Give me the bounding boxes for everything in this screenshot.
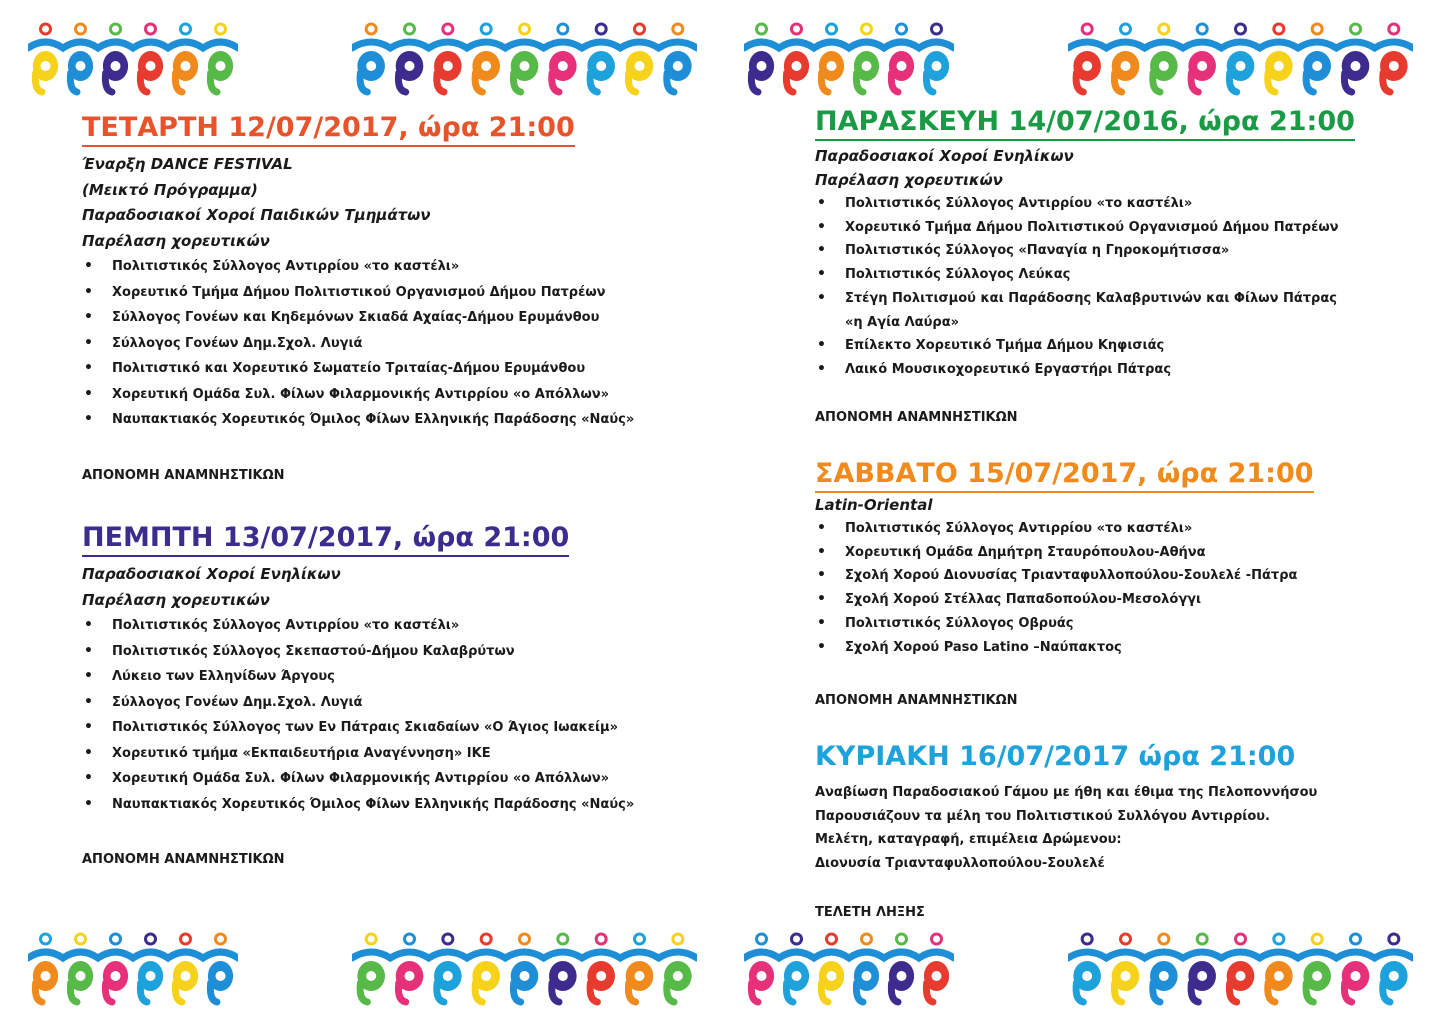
list-item xyxy=(815,263,1415,287)
dancing-figures-icon xyxy=(1068,928,1413,1008)
list-item xyxy=(82,690,702,716)
bullet-icon: • xyxy=(84,385,93,402)
list-item xyxy=(82,715,702,741)
group-name: Πολιτιστικό και Χορευτικό Σωματείο Τριταίας-Δήμου Ερυμάνθου xyxy=(112,361,586,376)
list-item xyxy=(82,356,702,382)
list-item xyxy=(815,564,1415,588)
group-name: Χορευτική Ομάδα Συλ. Φίλων Φιλαρμονικής Αντιρρίου «ο Απόλλων» xyxy=(112,771,610,786)
dancing-figures-icon xyxy=(352,928,697,1008)
list-item xyxy=(82,382,702,408)
intro-line: Latin-Oriental xyxy=(815,496,933,514)
group-name: Πολιτιστικός Σύλλογος «Παναγία η Γηροκομήτισσα» xyxy=(845,243,1230,259)
dancing-figures-icon xyxy=(744,928,954,1008)
list-item xyxy=(82,639,702,665)
bullet-icon: • xyxy=(84,642,93,659)
saturday-section xyxy=(815,458,1415,659)
bullet-icon: • xyxy=(817,360,826,377)
bullet-icon: • xyxy=(817,543,826,560)
bullet-icon: • xyxy=(84,283,93,300)
thursday-title: ΠΕΜΠΤΗ 13/07/2017, ώρα 21:00 xyxy=(82,522,569,557)
bullet-icon: • xyxy=(817,614,826,631)
description-line: Μελέτη, καταγραφή, επιμέλεια Δρώμενου: xyxy=(815,832,1122,847)
description-line: Διονυσία Τριανταφυλλοπούλου-Σουλελέ xyxy=(815,855,1105,871)
group-name: Σύλλογος Γονέων και Κηδεμόνων Σκιαδά Αχαίας-Δήμου Ερυμάνθου xyxy=(112,310,600,325)
list-item xyxy=(82,613,702,639)
list-item xyxy=(815,636,1415,660)
bullet-icon: • xyxy=(84,309,93,325)
top-decoration-band xyxy=(0,18,1440,98)
bullet-icon: • xyxy=(84,795,93,812)
friday-section xyxy=(815,106,1415,382)
intro-line: Παρέλαση χορευτικών xyxy=(82,231,270,250)
group-name: Πολιτιστικός Σύλλογος Αντιρρίου «το καστέλι» xyxy=(845,196,1193,211)
intro-line: (Μεικτό Πρόγραμμα) xyxy=(82,180,258,199)
list-item xyxy=(82,792,702,818)
bullet-icon: • xyxy=(84,258,93,274)
group-name: Ναυπακτιακός Χορευτικός Όμιλος Φίλων Ελληνικής Παράδοσης «Ναύς» xyxy=(112,796,635,812)
group-name: Χορευτικό Τμήμα Δήμου Πολιτιστικού Οργανισμού Δήμου Πατρέων xyxy=(112,284,606,300)
group-name: Σχολή Χορού Διονυσίας Τριανταφυλλοπούλου-Σουλελέ -Πάτρα xyxy=(845,568,1298,584)
friday-title: ΠΑΡΑΣΚΕΥΗ 14/07/2016, ώρα 21:00 xyxy=(815,106,1355,141)
closing-ceremony: ΤΕΛΕΤΗ ΛΗΞΗΣ xyxy=(815,905,925,920)
list-item xyxy=(815,541,1415,565)
group-name: Χορευτική Ομάδα Δημήτρη Σταυρόπουλου-Αθήνα xyxy=(845,544,1206,560)
thursday-intro xyxy=(82,562,702,613)
list-item xyxy=(82,407,702,433)
bullet-icon: • xyxy=(84,360,93,376)
thursday-award: ΑΠΟΝΟΜΗ ΑΝΑΜΝΗΣΤΙΚΩΝ xyxy=(82,852,285,867)
bullet-icon: • xyxy=(84,334,93,351)
sunday-description xyxy=(815,781,1415,875)
friday-intro xyxy=(815,144,1415,192)
group-name: Πολιτιστικός Σύλλογος Οβρυάς xyxy=(845,615,1074,631)
list-item xyxy=(82,741,702,767)
sunday-section xyxy=(815,741,1415,875)
group-name: Στέγη Πολιτισμού και Παράδοσης Καλαβρυτινών και Φίλων Πάτρας xyxy=(845,290,1338,306)
list-item xyxy=(815,216,1415,240)
bullet-icon: • xyxy=(817,266,826,283)
list-item xyxy=(815,612,1415,636)
intro-line: Παρέλαση χορευτικών xyxy=(82,590,270,609)
list-item xyxy=(82,254,702,280)
group-name: Πολιτιστικός Σύλλογος Αντιρρίου «το καστέλι» xyxy=(112,259,460,274)
list-item xyxy=(82,766,702,792)
dancing-figures-icon xyxy=(744,18,954,98)
bullet-icon: • xyxy=(817,289,826,306)
group-name: Σύλλογος Γονέων Δημ.Σχολ. Λυγιά xyxy=(112,335,363,351)
dancing-figures-icon xyxy=(28,928,238,1008)
bullet-icon: • xyxy=(84,719,93,735)
wednesday-intro xyxy=(82,152,702,254)
list-item xyxy=(82,280,702,306)
group-name: Λύκειο των Ελληνίδων Άργους xyxy=(112,669,335,684)
group-name: Σχολή Χορού Paso Latino –Ναύπακτος xyxy=(845,639,1122,655)
saturday-intro xyxy=(815,493,1415,517)
group-name: Πολιτιστικός Σύλλογος Αντιρρίου «το καστέλι» xyxy=(845,521,1193,536)
intro-line: Παραδοσιακοί Χοροί Ενηλίκων xyxy=(815,147,1074,165)
saturday-group-list xyxy=(815,517,1415,659)
bullet-icon: • xyxy=(817,591,826,608)
description-line: Παρουσιάζουν τα μέλη του Πολιτιστικού Συλλόγου Αντιρρίου. xyxy=(815,808,1270,824)
group-name: Πολιτιστικός Σύλλογος Λεύκας xyxy=(845,267,1071,283)
list-item xyxy=(82,305,702,331)
group-name: Ναυπακτιακός Χορευτικός Όμιλος Φίλων Ελληνικής Παράδοσης «Ναύς» xyxy=(112,412,635,427)
bullet-icon: • xyxy=(817,195,826,211)
bullet-icon: • xyxy=(817,567,826,584)
list-item-continuation xyxy=(815,311,1415,335)
intro-line: Έναρξη DANCE FESTIVAL xyxy=(82,155,293,173)
dancing-figures-icon xyxy=(1068,18,1413,98)
list-item xyxy=(815,287,1415,311)
thursday-group-list xyxy=(82,613,702,817)
wednesday-title: ΤΕΤΑΡΤΗ 12/07/2017, ώρα 21:00 xyxy=(82,112,575,147)
group-name: Πολιτιστικός Σύλλογος Σκεπαστού-Δήμου Καλαβρύτων xyxy=(112,643,515,659)
list-item xyxy=(815,239,1415,263)
list-item xyxy=(815,588,1415,612)
list-item xyxy=(82,664,702,690)
dancing-figures-icon xyxy=(28,18,238,98)
bullet-icon: • xyxy=(84,617,93,633)
intro-line: Παρέλαση χορευτικών xyxy=(815,171,1003,189)
wednesday-award: ΑΠΟΝΟΜΗ ΑΝΑΜΝΗΣΤΙΚΩΝ xyxy=(82,468,285,483)
list-item xyxy=(815,192,1415,216)
intro-line: Παραδοσιακοί Χοροί Παιδικών Τμημάτων xyxy=(82,206,431,224)
group-name: Σχολή Χορού Στέλλας Παπαδοπούλου-Μεσολόγγι xyxy=(845,592,1202,608)
bullet-icon: • xyxy=(817,337,826,354)
group-name: Πολιτιστικός Σύλλογος των Εν Πάτραις Σκιαδαίων «Ο Άγιος Ιωακείμ» xyxy=(112,720,619,735)
thursday-section xyxy=(82,522,702,817)
group-name: Χορευτικό Τμήμα Δήμου Πολιτιστικού Οργανισμού Δήμου Πατρέων xyxy=(845,219,1339,235)
bullet-icon: • xyxy=(817,520,826,536)
list-item xyxy=(815,358,1415,382)
group-name: Επίλεκτο Χορευτικό Τμήμα Δήμου Κηφισιάς xyxy=(845,338,1165,354)
friday-award: ΑΠΟΝΟΜΗ ΑΝΑΜΝΗΣΤΙΚΩΝ xyxy=(815,410,1018,425)
bullet-icon: • xyxy=(817,242,826,259)
saturday-award: ΑΠΟΝΟΜΗ ΑΝΑΜΝΗΣΤΙΚΩΝ xyxy=(815,693,1018,708)
list-item xyxy=(82,331,702,357)
description-line: Αναβίωση Παραδοσιακού Γάμου με ήθη και έθιμα της Πελοποννήσου xyxy=(815,785,1318,800)
group-name: Λαικό Μουσικοχορευτικό Εργαστήρι Πάτρας xyxy=(845,361,1172,377)
list-item xyxy=(815,334,1415,358)
wednesday-section xyxy=(82,112,702,433)
bullet-icon: • xyxy=(84,411,93,427)
group-name: «η Αγία Λαύρα» xyxy=(845,314,960,330)
bullet-icon: • xyxy=(84,693,93,710)
saturday-title: ΣΑΒΒΑΤΟ 15/07/2017, ώρα 21:00 xyxy=(815,458,1314,493)
bottom-decoration-band xyxy=(0,928,1440,1008)
group-name: Χορευτική Ομάδα Συλ. Φίλων Φιλαρμονικής Αντιρρίου «ο Απόλλων» xyxy=(112,386,610,402)
sunday-title: ΚΥΡΙΑΚΗ 16/07/2017 ώρα 21:00 xyxy=(815,741,1296,772)
bullet-icon: • xyxy=(84,744,93,761)
dancing-figures-icon xyxy=(352,18,697,98)
bullet-icon: • xyxy=(817,218,826,235)
group-name: Πολιτιστικός Σύλλογος Αντιρρίου «το καστέλι» xyxy=(112,618,460,633)
wednesday-group-list xyxy=(82,254,702,433)
list-item xyxy=(815,517,1415,541)
friday-group-list xyxy=(815,192,1415,382)
group-name: Σύλλογος Γονέων Δημ.Σχολ. Λυγιά xyxy=(112,694,363,710)
intro-line: Παραδοσιακοί Χοροί Ενηλίκων xyxy=(82,565,341,583)
group-name: Χορευτικό τμήμα «Εκπαιδευτήρια Αναγέννηση» ΙΚΕ xyxy=(112,745,491,761)
bullet-icon: • xyxy=(84,770,93,786)
bullet-icon: • xyxy=(817,638,826,655)
bullet-icon: • xyxy=(84,668,93,684)
